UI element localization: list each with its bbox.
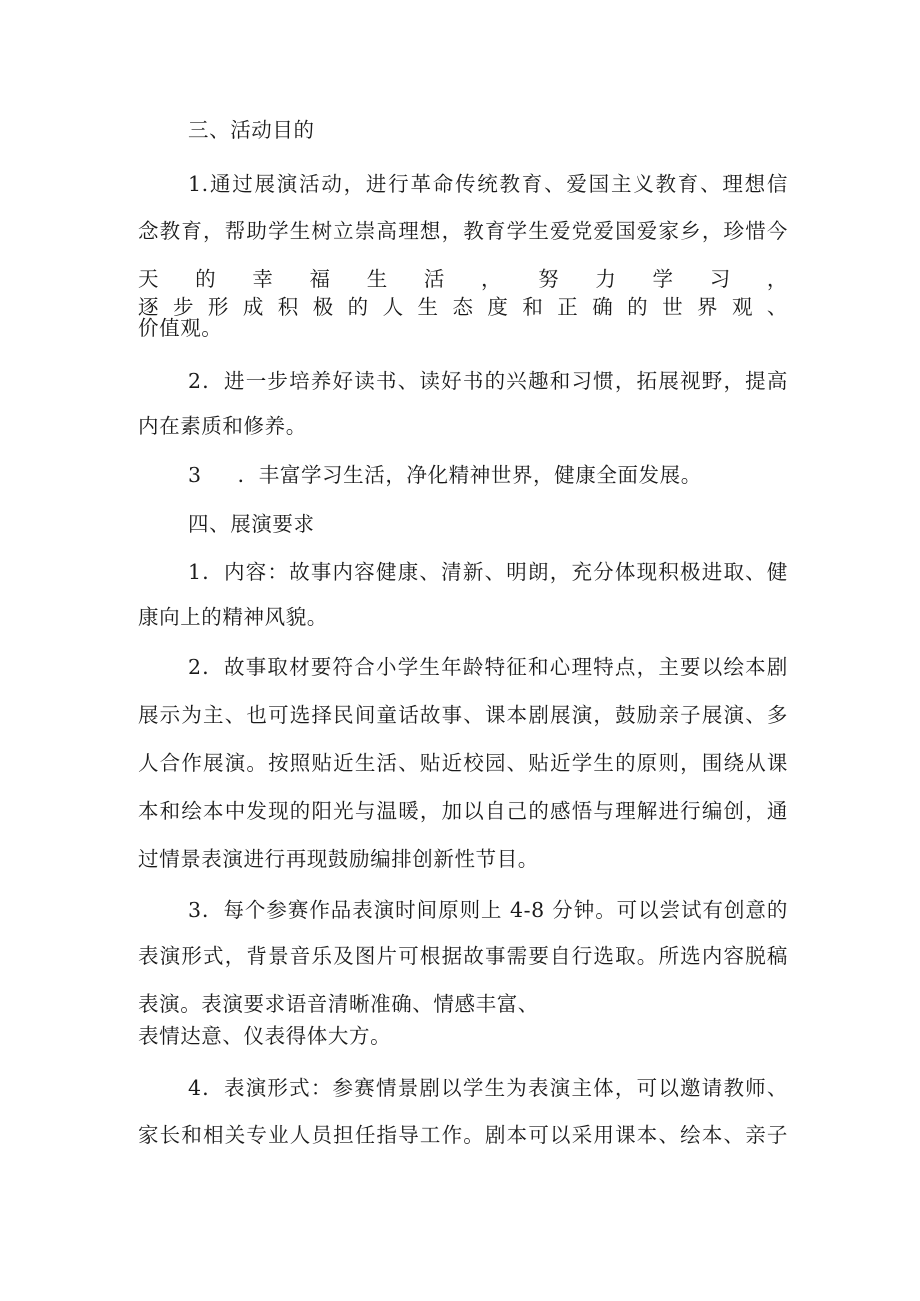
item-text: ．丰富学习生活，净化精神世界，健康全面发展。 bbox=[237, 463, 702, 487]
paragraph-line-3 bbox=[188, 461, 788, 489]
paragraph-line: 过情景表演进行再现鼓励编排创新性节目。 bbox=[138, 847, 539, 871]
paragraph-line: 2．故事取材要符合小学生年龄特征和心理特点，主要以绘本剧 bbox=[188, 655, 788, 679]
paragraph-line: 念教育，帮助学生树立崇高理想，教育学生爱党爱国爱家乡，珍惜今 bbox=[138, 219, 788, 243]
paragraph-line: 1.通过展演活动，进行革命传统教育、爱国主义教育、理想信 bbox=[188, 172, 788, 196]
paragraph-line: 表演。表演要求语音清晰准确、情感丰富、 bbox=[138, 992, 539, 1016]
paragraph-line: 天的幸福生活，努力学习，逐步形成积极的人生态度和正确的世界观、 bbox=[138, 267, 788, 319]
paragraph-line: 家长和相关专业人员担任指导工作。剧本可以采用课本、绘本、亲子 bbox=[138, 1123, 788, 1147]
paragraph-line: 表情达意、仪表得体大方。 bbox=[138, 1024, 392, 1048]
section-heading-3: 三、活动目的 bbox=[188, 118, 315, 142]
paragraph-line: 2．进一步培养好读书、读好书的兴趣和习惯，拓展视野，提高 bbox=[188, 369, 788, 393]
paragraph-line: 展示为主、也可选择民间童话故事、课本剧展演，鼓励亲子展演、多 bbox=[138, 703, 788, 727]
paragraph-line: 人合作展演。按照贴近生活、贴近校园、贴近学生的原则，围绕从课 bbox=[138, 751, 788, 775]
paragraph-line: 表演形式，背景音乐及图片可根据故事需要自行选取。所选内容脱稿 bbox=[138, 944, 788, 968]
item-number: 3 bbox=[188, 463, 202, 487]
paragraph-line: 康向上的精神风貌。 bbox=[138, 605, 328, 629]
paragraph-line: 4．表演形式：参赛情景剧以学生为表演主体，可以邀请教师、 bbox=[188, 1076, 788, 1100]
section-heading-4: 四、展演要求 bbox=[188, 512, 315, 536]
paragraph-line: 本和绘本中发现的阳光与温暖，加以自己的感悟与理解进行编创，通 bbox=[138, 799, 788, 823]
paragraph-line: 价值观。 bbox=[138, 316, 223, 340]
paragraph-line: 3．每个参赛作品表演时间原则上 4-8 分钟。可以尝试有创意的 bbox=[188, 898, 788, 922]
paragraph-line: 内在素质和修养。 bbox=[138, 414, 307, 438]
paragraph-line: 1．内容：故事内容健康、清新、明朗，充分体现积极进取、健 bbox=[188, 560, 788, 584]
